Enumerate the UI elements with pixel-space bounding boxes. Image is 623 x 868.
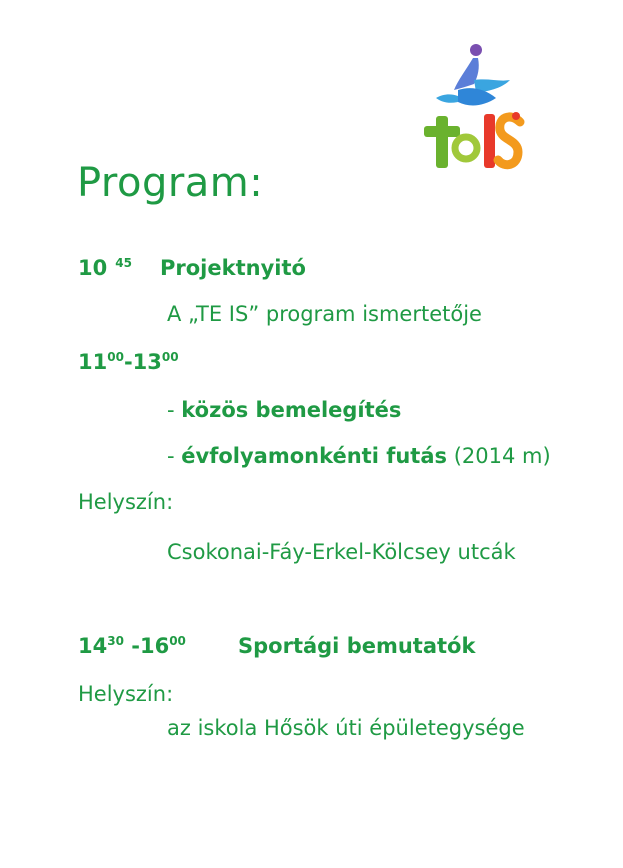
logo-i xyxy=(484,114,495,168)
logo-figure-head xyxy=(470,44,482,56)
logo-dot xyxy=(512,112,520,120)
time-dash: - xyxy=(123,350,133,374)
logo-splash-center xyxy=(458,88,496,105)
time-end-sup: 00 xyxy=(169,634,186,648)
item-prefix: - xyxy=(167,444,182,468)
teis-logo xyxy=(418,40,528,180)
projektnyito-heading: Projektnyitó xyxy=(160,256,306,280)
location-value: Csokonai-Fáy-Erkel-Kölcsey utcák xyxy=(167,540,516,564)
item-bold: közös bemelegítés xyxy=(181,398,402,422)
sportagi-heading: Sportági bemutatók xyxy=(238,634,476,658)
page-title: Program: xyxy=(77,160,264,206)
item-bold: évfolyamonkénti futás xyxy=(181,444,448,468)
time-start: 11 xyxy=(78,350,108,374)
time-start-sup: 00 xyxy=(107,350,124,364)
time-end: 13 xyxy=(132,350,162,374)
item-rest: (2014 m) xyxy=(447,444,551,468)
logo-s xyxy=(498,117,520,165)
location-label: Helyszín: xyxy=(78,490,174,514)
list-item xyxy=(167,444,551,468)
time-dash: - xyxy=(123,634,140,658)
time-14-16 xyxy=(78,634,186,658)
time-end-sup: 00 xyxy=(161,350,179,364)
location-label: Helyszín: xyxy=(78,682,174,706)
logo-e xyxy=(455,137,477,159)
time-start-sup: 30 xyxy=(107,634,124,648)
list-item xyxy=(167,398,401,422)
time-main: 10 xyxy=(78,256,108,280)
logo-t-bar xyxy=(424,126,460,137)
item-prefix: - xyxy=(167,398,182,422)
time-sup: 45 xyxy=(115,256,132,270)
time-end: 16 xyxy=(139,634,170,658)
time-10-45 xyxy=(78,256,132,280)
program-subtitle: A „TE IS” program ismertetője xyxy=(167,302,482,326)
logo-t-stem xyxy=(436,116,448,168)
time-11-13 xyxy=(78,350,179,374)
location-value: az iskola Hősök úti épületegysége xyxy=(167,716,525,740)
teis-logo-graphic xyxy=(418,40,528,180)
time-start: 14 xyxy=(78,634,108,658)
